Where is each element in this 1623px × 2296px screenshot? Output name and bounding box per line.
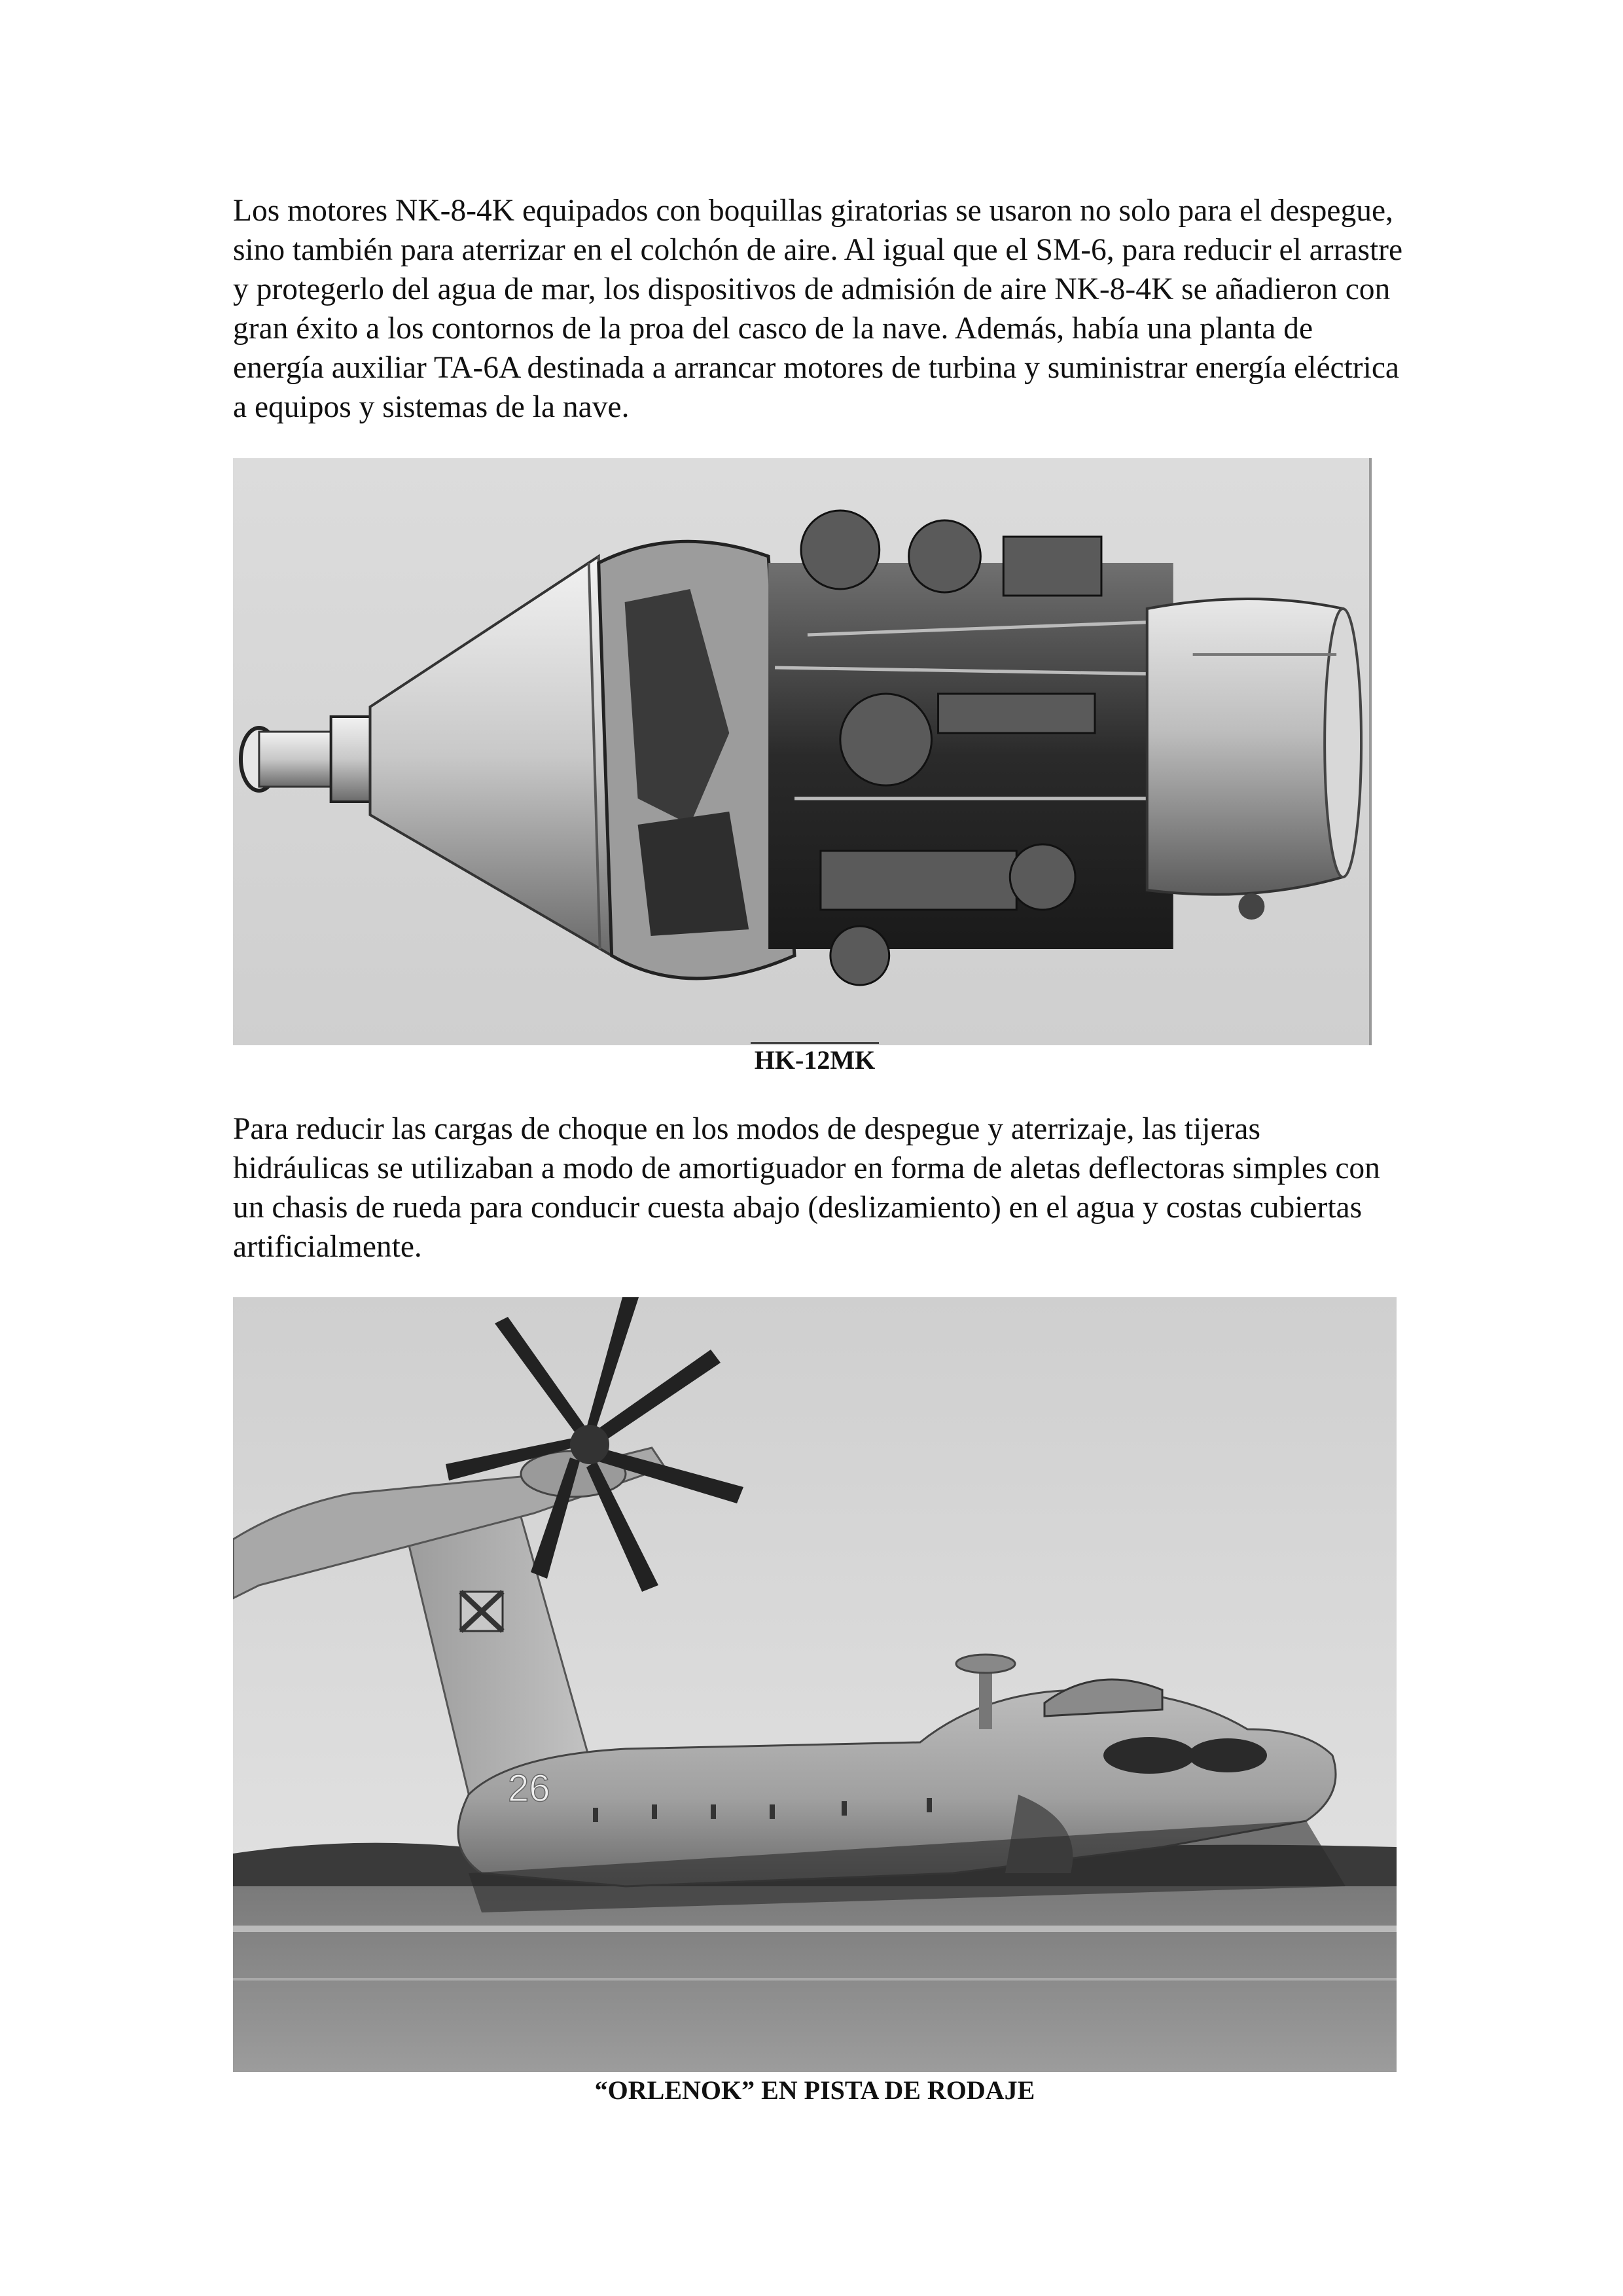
caption-text: HK-12MK: [751, 1042, 879, 1075]
orlenok-illustration: [233, 1297, 1397, 2072]
paragraph-landing-gear: Para reducir las cargas de choque en los modos de despegue y aterrizaje, las tijeras hidráulicas se utilizaban a modo de amortiguador en forma de aletas deflectoras simples con un chasis de rueda para conducir cuesta abajo (deslizamiento) en el agua y costas cubiertas artificialmente.: [233, 1112, 1380, 1264]
caption-hk-12mk: [233, 1045, 1397, 1075]
engine-illustration: [233, 458, 1369, 1045]
paragraph-engines: Los motores NK-8-4K equipados con boquillas giratorias se usaron no solo para el despegue, sino también para aterrizar en el colchón de aire. Al igual que el SM-6, para reducir el arrastre y protegerlo del agua de mar, los dispositivos de admisión de aire NK-8-4K se añadieron con gran éxito a los contornos de la proa del casco de la nave. Además, había una planta de energía auxiliar TA-6A destinada a arrancar motores de turbina y suministrar energía eléctrica a equipos y sistemas de la nave.: [233, 194, 1403, 424]
photo-hk-12mk-engine: [233, 458, 1372, 1045]
hull-number: 26: [508, 1767, 550, 1810]
caption-orlenok: “ORLENOK” EN PISTA DE RODAJE: [594, 2075, 1035, 2105]
photo-orlenok-taxiing: [233, 1297, 1397, 2072]
